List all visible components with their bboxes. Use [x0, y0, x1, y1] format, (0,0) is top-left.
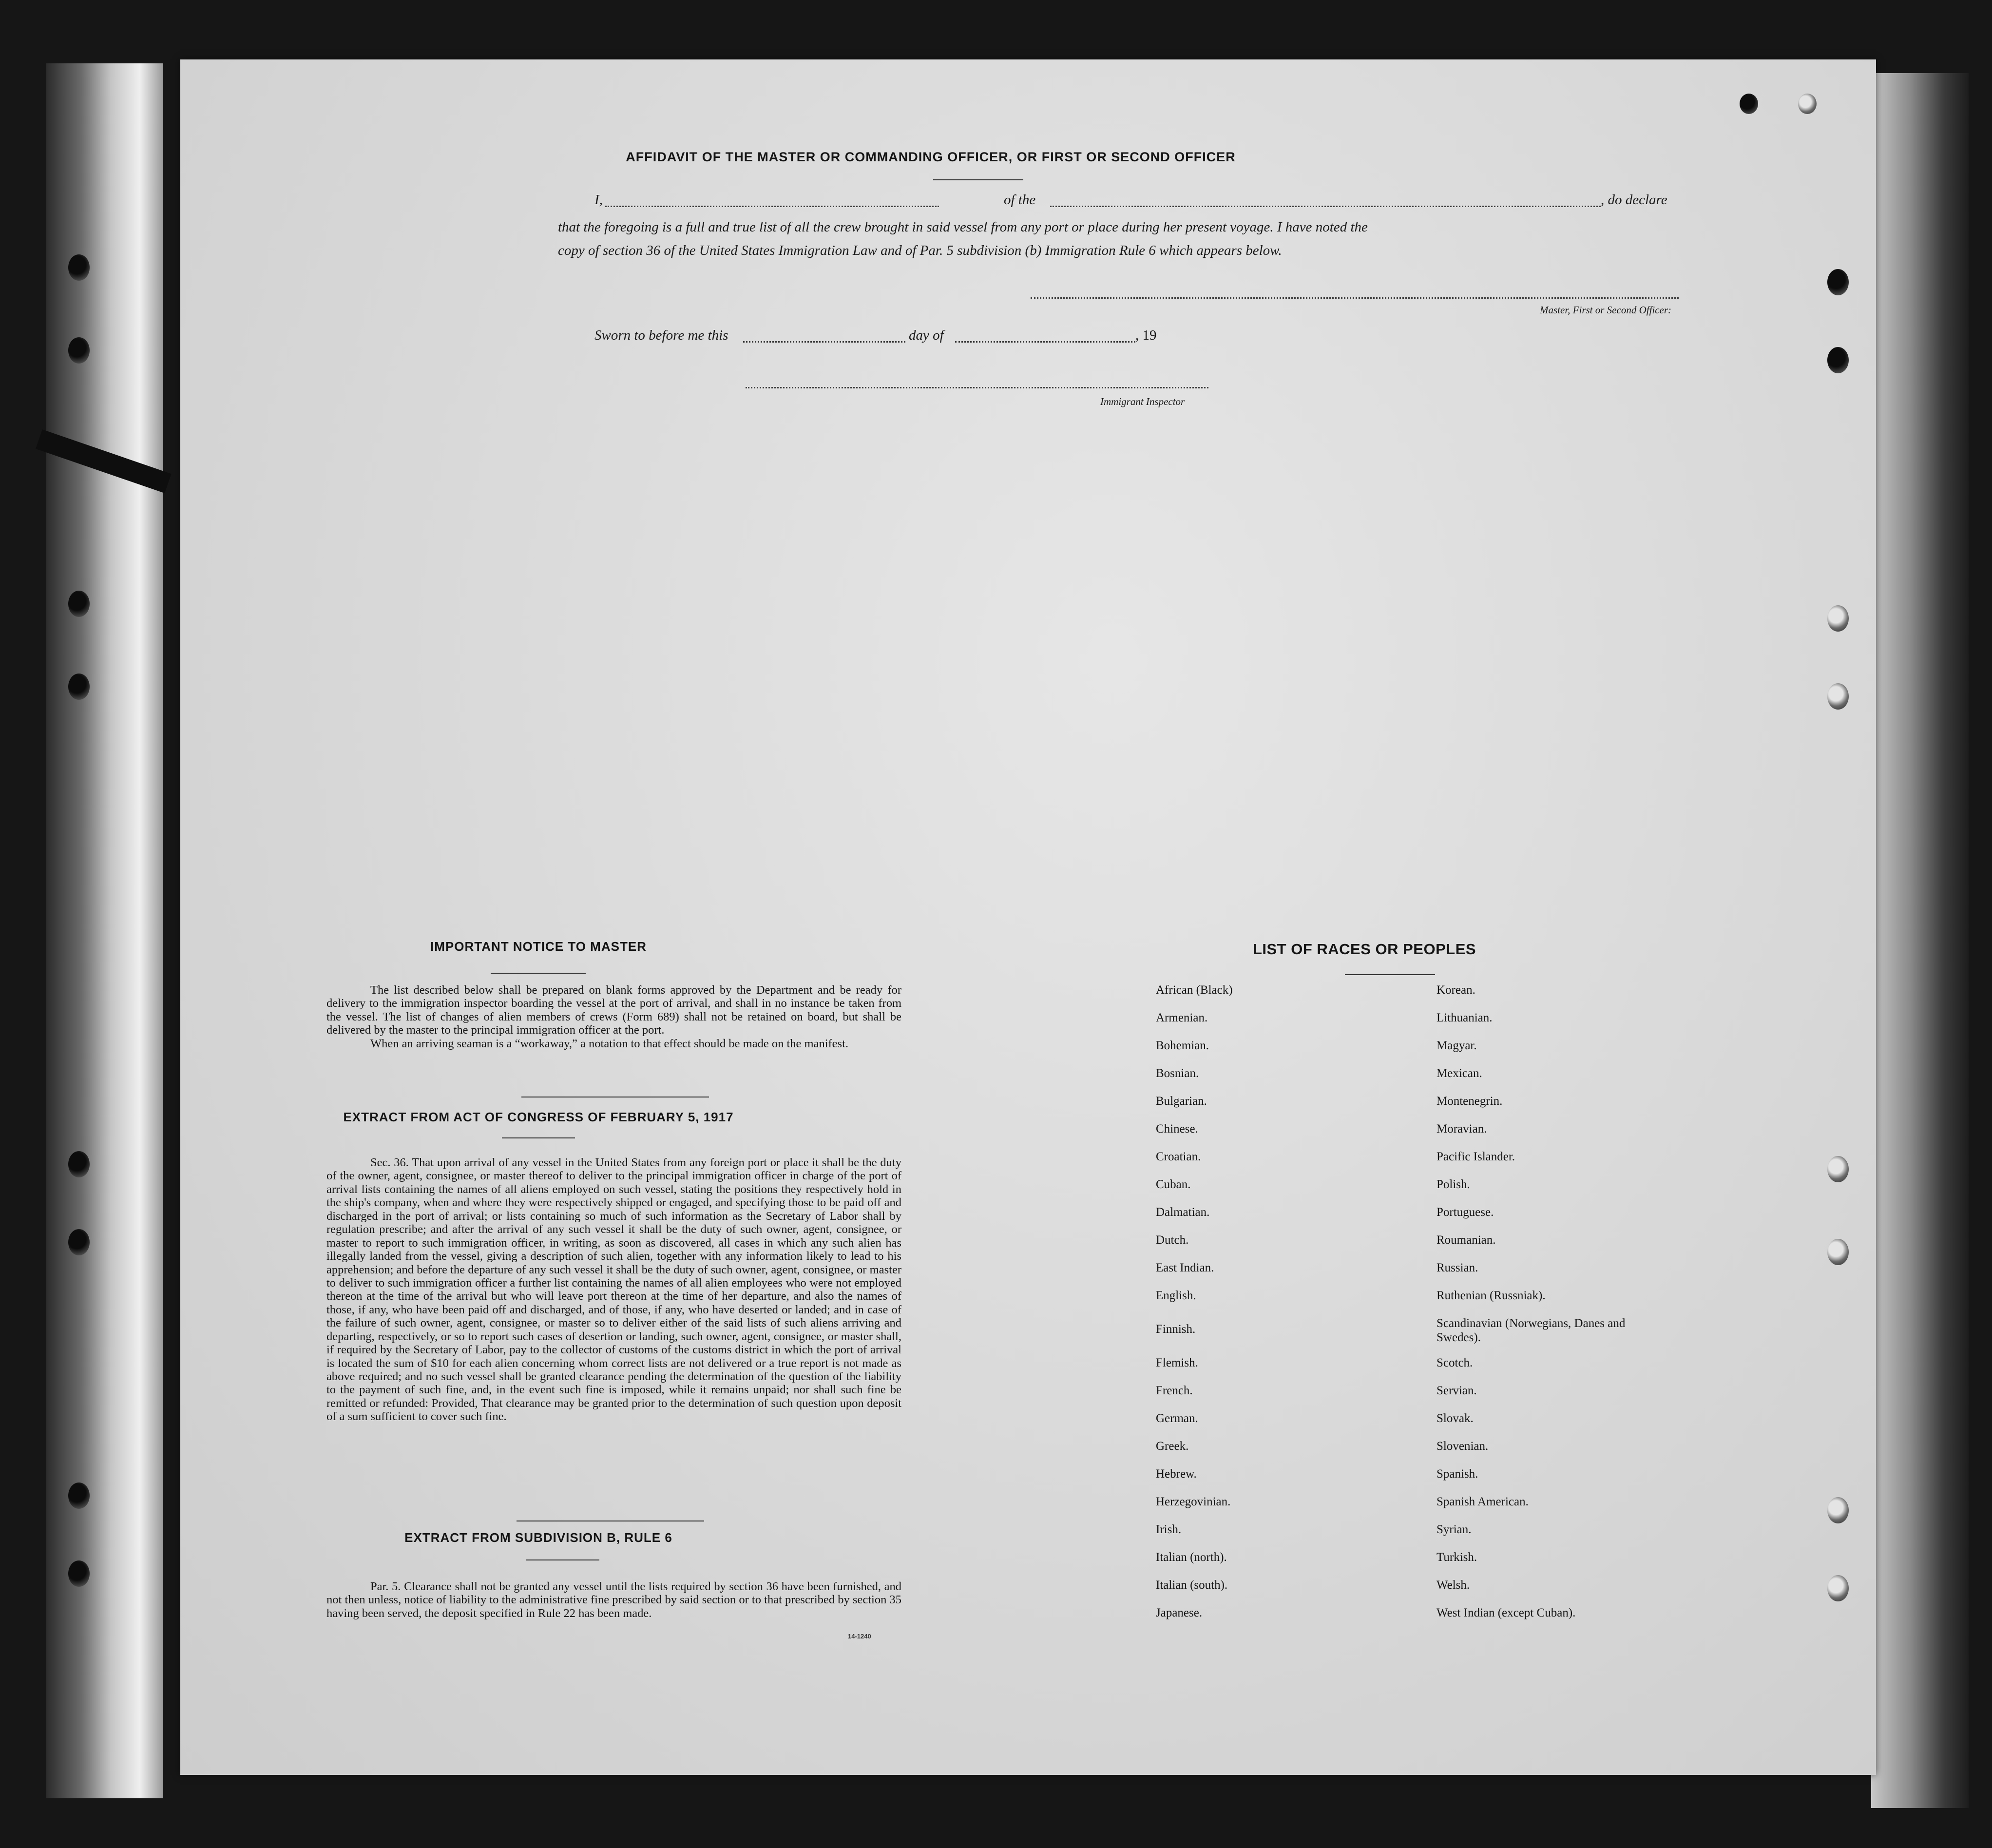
race-item: Cuban.: [1156, 1178, 1191, 1191]
sworn-day-line: [743, 341, 905, 343]
extract-act-divider: [502, 1137, 575, 1138]
race-item: Roumanian.: [1437, 1233, 1496, 1247]
race-item: East Indian.: [1156, 1261, 1214, 1274]
punch-hole: [68, 1151, 90, 1177]
race-item: Flemish.: [1156, 1356, 1198, 1369]
notice-body: [326, 983, 901, 1050]
year-prefix: , 19: [1135, 327, 1157, 343]
punch-hole: [1827, 683, 1849, 710]
scan-right-edge: [1871, 73, 1969, 1808]
race-item: Ruthenian (Russniak).: [1437, 1289, 1546, 1302]
extract-rule-divider: [526, 1559, 599, 1560]
race-item: Polish.: [1437, 1178, 1470, 1191]
punch-hole: [1827, 269, 1849, 295]
signature-caption: Master, First or Second Officer:: [1540, 304, 1672, 316]
punch-hole: [68, 1560, 90, 1587]
race-item: Magyar.: [1437, 1039, 1477, 1052]
race-item: French.: [1156, 1384, 1193, 1397]
punch-hole: [1827, 1156, 1849, 1182]
race-item: German.: [1156, 1412, 1198, 1425]
extract-act-body: [326, 1156, 901, 1424]
race-item: Korean.: [1437, 983, 1475, 997]
sworn-label: Sworn to before me this: [594, 327, 728, 343]
punch-hole: [1827, 1497, 1849, 1523]
par-5-text: Par. 5. Clearance shall not be granted any vessel until the lists required by section 36 have been furnished, and not then unless, notice of liability to the administrative fine prescribed by said section or to that prescribed by section 35 having been served, the deposit specified in Rule 22 has been made.: [326, 1580, 901, 1620]
race-item: Syrian.: [1437, 1523, 1472, 1536]
extract-act-title: EXTRACT FROM ACT OF CONGRESS OF FEBRUARY 5, 1917: [343, 1110, 734, 1124]
punch-hole: [68, 591, 90, 617]
race-item: Bulgarian.: [1156, 1095, 1207, 1108]
race-item: Croatian.: [1156, 1150, 1201, 1163]
race-item: Russian.: [1437, 1261, 1478, 1274]
punch-hole: [1798, 94, 1817, 114]
race-item: Hebrew.: [1156, 1467, 1197, 1481]
race-item: Pacific Islander.: [1437, 1150, 1515, 1163]
races-left-column: [1156, 983, 1409, 1627]
extract-rule-title: EXTRACT FROM SUBDIVISION B, RULE 6: [404, 1530, 672, 1545]
race-item: African (Black): [1156, 983, 1233, 997]
punch-hole: [68, 254, 90, 281]
races-title: LIST OF RACES OR PEOPLES: [1252, 941, 1476, 958]
punch-hole: [1827, 1239, 1849, 1265]
race-item: Slovak.: [1437, 1412, 1474, 1425]
race-item: English.: [1156, 1289, 1196, 1302]
race-item: Irish.: [1156, 1523, 1182, 1536]
punch-hole: [1827, 605, 1849, 632]
affidavit-of-the-label: of the: [1004, 192, 1036, 208]
punch-hole: [1827, 1575, 1849, 1601]
inspector-signature-line: [746, 387, 1208, 388]
race-item: Finnish.: [1156, 1323, 1196, 1336]
manifest-page: [180, 59, 1876, 1775]
race-item: Spanish.: [1437, 1467, 1478, 1481]
race-item: Montenegrin.: [1437, 1095, 1503, 1108]
punch-hole: [1827, 347, 1849, 373]
punch-hole: [68, 1229, 90, 1255]
notice-paragraph-1: The list described below shall be prepared on blank forms approved by the Department and be ready for delivery to the immigration inspector boarding the vessel at the port of arrival, and shall in no instance be taken from the vessel. The list of changes of alien members of crews (Form 689) shall not be retained on board, but shall be delivered by the master to the principal immigration officer at the port.: [326, 983, 901, 1037]
race-item: Turkish.: [1437, 1551, 1477, 1564]
race-item: Bohemian.: [1156, 1039, 1209, 1052]
affidavit-i-label: I,: [594, 192, 603, 208]
race-item: Portuguese.: [1437, 1206, 1494, 1219]
signature-line: [1031, 297, 1679, 299]
races-divider: [1345, 974, 1435, 975]
race-item: Dutch.: [1156, 1233, 1189, 1247]
affidavit-line-3: copy of section 36 of the United States Immigration Law and of Par. 5 subdivision (b) Immigration Rule 6 which appears below.: [558, 243, 1282, 258]
scan-left-edge: [46, 63, 163, 1798]
notice-divider: [491, 973, 586, 974]
sworn-month-line: [955, 341, 1135, 343]
race-item: Herzegovinian.: [1156, 1495, 1231, 1508]
form-number: 14-1240: [848, 1633, 871, 1640]
race-item: Bosnian.: [1156, 1067, 1199, 1080]
race-item: Welsh.: [1437, 1578, 1470, 1592]
do-declare-text: , do declare: [1601, 192, 1667, 208]
race-item: West Indian (except Cuban).: [1437, 1606, 1576, 1619]
race-item: Scandinavian (Norwegians, Danes and Swedes).: [1437, 1317, 1626, 1344]
race-item: Japanese.: [1156, 1606, 1203, 1619]
punch-hole: [1740, 94, 1758, 114]
punch-hole: [68, 337, 90, 364]
race-item: Scotch.: [1437, 1356, 1473, 1369]
section-36-text: Sec. 36. That upon arrival of any vessel in the United States from any foreign port or place it shall be the duty of the owner, agent, consignee, or master thereof to deliver to the principal immigration officer in charge of the port of arrival lists containing the names of all aliens employed on such vessel, stating the positions they respectively hold in the ship's company, when and where they were respectively shipped or engaged, and specifying those to be paid off and discharged in the port of arrival; or lists containing so much of such information as the Secretary of Labor shall by regulation prescribe; and after the arrival of any such vessel it shall be the duty of such owner, agent, consignee, or master to report to such immigration officer, in writing, as soon as discovered, all cases in which any such alien has illegally landed from the vessel, giving a description of such alien, together with any information likely to lead to his apprehension; and before the departure of any such vessel it shall be the duty of such owner, agent, consignee, or master to deliver to such immigration officer a further list containing the names of all alien employees who were not employed thereon at the time of the arrival but who will leave port thereon at the time of her departure, and also the names of those, if any, who have been paid off and discharged, and of those, if any, who have deserted or landed; and in case of the failure of such owner, agent, consignee, or master so to deliver either of the said lists of such aliens arriving and departing, respectively, or so to report such cases of desertion or landing, such owner, agent, consignee, or master shall, if required by the Secretary of Labor, pay to the collector of customs of the customs district in which the port of arrival is located the sum of $10 for each alien concerning whom correct lists are not delivered or a true report is not made as above required; and no such vessel shall be granted clearance pending the determination of the question of the liability to the payment of such fine, and, in the event such fine is imposed, while it remains unpaid; nor shall such fine be remitted or refunded: Provided, That clearance may be granted prior to the determination of such question upon deposit of a sum sufficient to cover such fine.: [326, 1156, 901, 1424]
title-divider: [933, 179, 1023, 180]
race-item: Armenian.: [1156, 1011, 1208, 1024]
day-of-label: day of: [909, 327, 944, 343]
race-item: Moravian.: [1437, 1122, 1487, 1136]
race-item: Spanish American.: [1437, 1495, 1529, 1508]
punch-hole: [68, 1482, 90, 1509]
races-right-column: [1437, 983, 1709, 1627]
vessel-name-line: [1050, 206, 1601, 207]
notice-title: IMPORTANT NOTICE TO MASTER: [430, 939, 647, 954]
race-item: Mexican.: [1437, 1067, 1482, 1080]
race-item: Chinese.: [1156, 1122, 1198, 1136]
notice-paragraph-2: When an arriving seaman is a “workaway,” a notation to that effect should be made on the manifest.: [370, 1037, 849, 1050]
race-item: Slovenian.: [1437, 1440, 1489, 1453]
race-item: Lithuanian.: [1437, 1011, 1493, 1024]
race-item: Servian.: [1437, 1384, 1477, 1397]
affidavit-line-2: that the foregoing is a full and true list of all the crew brought in said vessel from any port or place during her present voyage. I have noted the: [558, 219, 1368, 235]
inspector-caption: Immigrant Inspector: [1100, 396, 1185, 407]
race-item: Italian (north).: [1156, 1551, 1227, 1564]
punch-hole: [68, 674, 90, 700]
extract-rule-body: [326, 1580, 901, 1620]
master-name-line: [605, 206, 939, 207]
race-item: Italian (south).: [1156, 1578, 1228, 1592]
race-item: Greek.: [1156, 1440, 1189, 1453]
race-item: Dalmatian.: [1156, 1206, 1210, 1219]
affidavit-title: AFFIDAVIT OF THE MASTER OR COMMANDING OFFICER, OR FIRST OR SECOND OFFICER: [626, 150, 1236, 164]
